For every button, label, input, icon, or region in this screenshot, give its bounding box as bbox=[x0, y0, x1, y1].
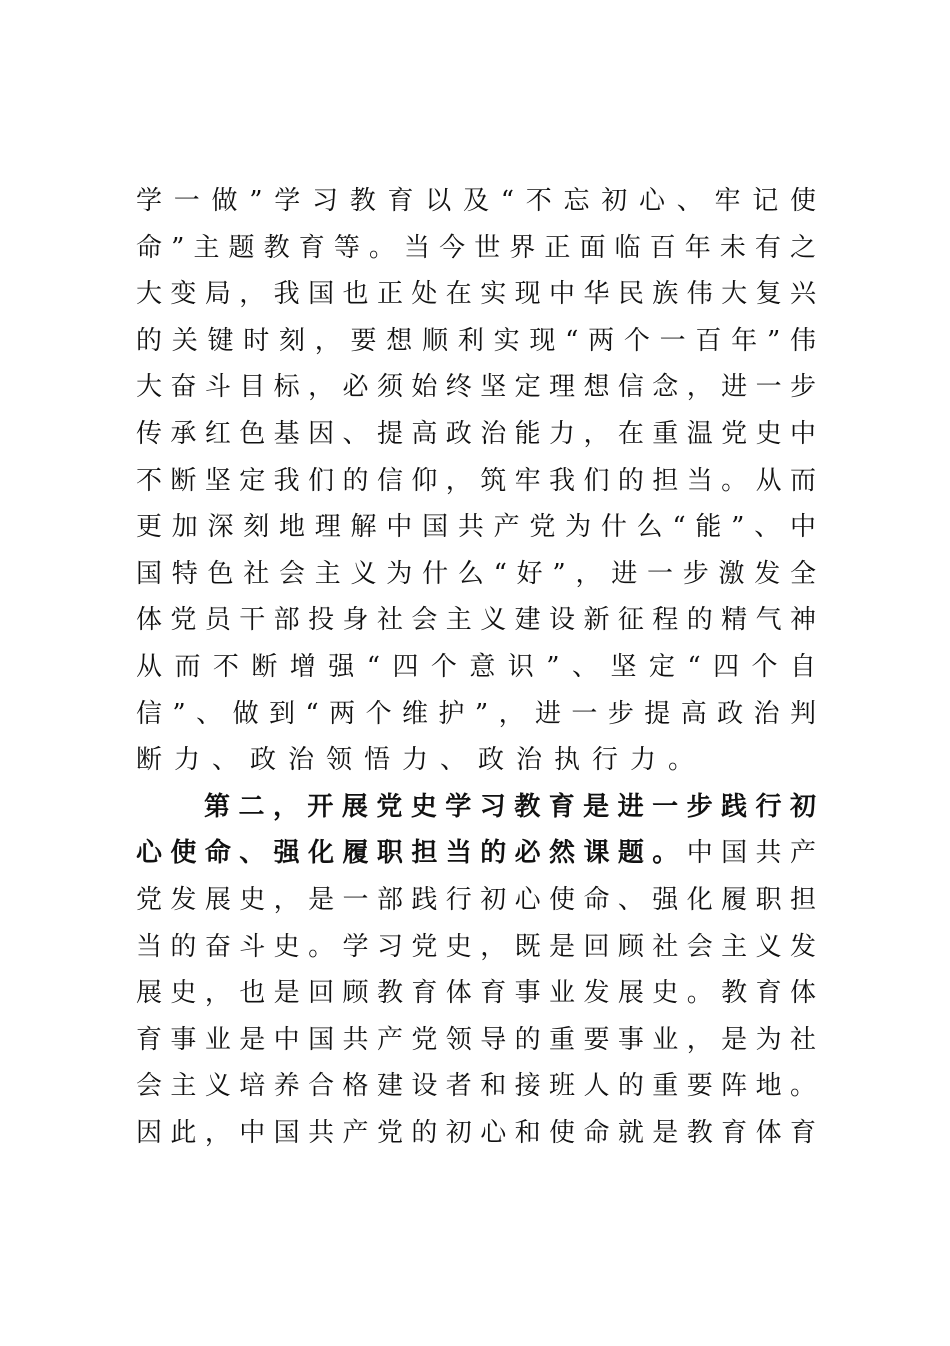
paragraph-2-line: 党发展史，是一部践行初心使命、强化履职担 bbox=[136, 884, 816, 915]
paragraph-1-line: 命”主题教育等。当今世界正面临百年未有之 bbox=[136, 232, 816, 263]
paragraph-1-line: 不断坚定我们的信仰，筑牢我们的担当。从而 bbox=[136, 465, 816, 496]
paragraph-2-line: 当的奋斗史。学习党史，既是回顾社会主义发 bbox=[136, 931, 816, 962]
paragraph-1-line: 的关键时刻，要想顺利实现“两个一百年”伟 bbox=[136, 325, 816, 356]
paragraph-1-line: 大奋斗目标，必须始终坚定理想信念，进一步 bbox=[136, 372, 816, 403]
paragraph-1-line: 传承红色基因、提高政治能力，在重温党史中 bbox=[136, 418, 816, 449]
paragraph-2-heading-end: 心使命、强化履职担当的必然课题。 bbox=[136, 838, 687, 869]
paragraph-1-last-line: 断力、政治领悟力、政治执行力。 bbox=[136, 745, 707, 776]
paragraph-1-line: 从而不断增强“四个意识”、坚定“四个自 bbox=[136, 651, 816, 682]
paragraph-1-line: 体党员干部投身社会主义建设新征程的精气神 bbox=[136, 605, 816, 636]
paragraph-2-line: 因此，中国共产党的初心和使命就是教育体育 bbox=[136, 1117, 816, 1148]
paragraph-1-line: 大变局，我国也正处在实现中华民族伟大复兴 bbox=[136, 279, 816, 310]
paragraph-2-line: 展史，也是回顾教育体育事业发展史。教育体 bbox=[136, 978, 816, 1009]
paragraph-1-line: 学一做”学习教育以及“不忘初心、牢记使 bbox=[136, 186, 816, 216]
paragraph-1-line: 信”、做到“两个维护”，进一步提高政治判 bbox=[136, 698, 816, 729]
paragraph-1-line: 国特色社会主义为什么“好”，进一步激发全 bbox=[136, 558, 816, 589]
paragraph-2-line-mixed bbox=[136, 830, 816, 877]
paragraph-1-line: 更加深刻地理解中国共产党为什么“能”、中 bbox=[136, 512, 816, 543]
paragraph-2-heading-line: 第二，开展党史学习教育是进一步践行初 bbox=[204, 791, 816, 822]
paragraph-2-line: 会主义培养合格建设者和接班人的重要阵地。 bbox=[136, 1071, 816, 1102]
paragraph-2-line: 育事业是中国共产党领导的重要事业，是为社 bbox=[136, 1024, 816, 1055]
document-body bbox=[136, 178, 816, 1156]
paragraph-2-body-start: 中国共产 bbox=[686, 838, 816, 869]
